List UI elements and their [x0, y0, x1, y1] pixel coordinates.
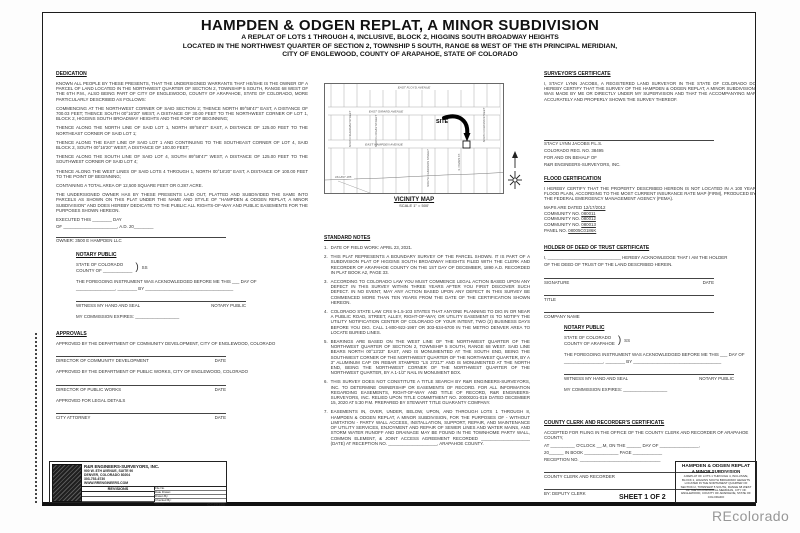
subtitle-line-3: CITY OF ENGLEWOOD, COUNTY OF ARAPAHOE, STATE OF COLORADO — [282, 51, 518, 59]
approvals-signature-row-3 — [56, 413, 226, 420]
clerk-blank-line-2: 20______ IN BOOK ______________ PAGE ____________ — [544, 449, 663, 455]
surveyor-behalf-line: FOR AND ON BEHALF OF — [544, 155, 597, 161]
notary-foregoing: THE FOREGOING INSTRUMENT WAS ACKNOWLEDGED BEFORE ME THIS ___ DAY OF — [564, 351, 745, 357]
commission-expires-line: MY COMMISSION EXPIRES: __________________ — [564, 387, 668, 393]
notary-block-left — [76, 252, 308, 320]
note-item — [324, 279, 530, 305]
firm-phone: 303-753-6730 — [84, 477, 106, 482]
sheet-number-label: SHEET 1 OF 2 — [619, 494, 666, 501]
rr-engineers-logo — [52, 464, 82, 502]
firm-city: DENVER, COLORADO 80204 — [84, 473, 131, 478]
surveyor-registration: COLORADO REG. NO. 38495 — [544, 148, 604, 154]
note-text: COLORADO STATE LAW CRS 9-1.5-103 STATES THAT ANYONE PLANNING TO DIG IN OR NEAR A PUBLIC ROAD, STREET, ALLEY, RIGHT-OF-WAY, OR UTILITY EASEMENT IS TO NOTIFY THE UTILITY NOTIFICATION CENTER OF COLORADO OF YOUR INTENT, TWO (2) BUSINESS DAYS BEFORE YOU DIG. CALL 1-800-922-1987 OR 303-534-6700 IN THE METRO DENVER AREA TO LOCATE BURIED LINES. — [330, 309, 530, 335]
witness-label: WITNESS MY HAND AND SEAL — [564, 376, 629, 382]
street-label-corona: SOUTH CORONA STREET — [482, 107, 486, 143]
community-value: 080012 — [581, 216, 596, 222]
notary-state: STATE OF COLORADO — [76, 261, 124, 267]
notary-ss: SS — [624, 338, 631, 344]
community-value: 080011 — [581, 210, 596, 216]
notary-block-right — [564, 325, 756, 393]
firm-website: WWW.RRENGINEERS.COM — [84, 481, 129, 486]
panel-label: PANEL NO. — [544, 227, 567, 233]
dedication-area-statement: CONTAINING A TOTAL AREA OF 12,500 SQUARE FEET OR 0.287 ACRE. — [56, 183, 203, 189]
dedication-paragraph: THE UNDERSIGNED OWNER HAS BY THESE PRESENTS LAID OUT, PLATTED AND SUBDIVIDED THE SAME INTO PARCELS AS SHOWN ON THIS PLAT UNDER THE NAME AND STYLE OF "HAMPDEN & ODGEN REPLAT, A MINOR SUBDIVISION" AND DOES HEREBY DEDICATE TO THE PUBLIC ALL RIGHTS-OF-WAY AND PUBLIC EASEMENTS FOR THE PURPOSES SHOWN HEREON. — [56, 192, 308, 213]
date-drawn-label: Date Drawn: — [155, 490, 172, 495]
flood-panel — [544, 228, 756, 234]
revisions-empty-row — [82, 497, 154, 502]
clerk-reception-line: RECEPTION NO. _________________________________ — [544, 457, 661, 463]
surveyor-firm-line: R&R ENGINEERS-SURVEYORS, INC. — [544, 162, 621, 168]
vicinity-map — [324, 83, 504, 194]
site-label: SITE — [436, 119, 449, 125]
approvals-signature-row-1 — [56, 356, 226, 363]
signature-label: SIGNATURE — [544, 279, 570, 285]
job-number-value: CC20186 — [207, 502, 225, 508]
standard-notes-heading: STANDARD NOTES — [324, 235, 371, 241]
notary-county: COUNTY OF ARAPAHOE — [564, 340, 615, 346]
executed-line-2: OF ______________________, A.D. 20________ — [56, 224, 154, 230]
subtitle-line-1: A REPLAT OF LOTS 1 THROUGH 4, INCLUSIVE, BLOCK 2, HIGGINS SOUTH BROADWAY HEIGHTS — [241, 34, 559, 41]
date-label: DATE — [214, 386, 226, 392]
note-text: EASEMENTS IN, OVER, UNDER, BELOW, UPON, AND THROUGH LOTS 1 THROUGH 8, HAMPDEN & ODGEN REPLAT, A MINOR SUBDIVISION, FOR THE PURPOSES OF - WITHOUT LIMITATION - PARTY WALL ACCESS, INSTALLATION, SUPPORT, REPAIR, AND MAINTENANCE OF UTILITY SERVICES, ENJOYMENT AND REPAIR OF SEWER LINES AND WATER MAINS, AND STORM WATER RUNOFF AND DRAINAGE MAY BE FOUND IN THE TOWNHOME PARTY WALL, COMMON ELEMENT, & JOINT ACCESS AGREEMENT RECORDED ____________________ (DATE) AT RECEPTION NO. ____________________, ARAPAHOE COUNTY. — [330, 409, 530, 446]
north-arrow-icon — [506, 151, 524, 193]
deed-holder-line-2: OF THE DEED OF TRUST OF THE LAND DESCRIBED HEREIN. — [544, 262, 673, 268]
note-item — [324, 245, 530, 250]
surveyors-certificate-heading: SURVEYOR'S CERTIFICATE — [544, 71, 611, 77]
firm-address: 900 W. 8TH AVENUE, SUITE 90 — [84, 469, 134, 473]
jurisdiction-brace: ) — [617, 335, 622, 347]
dedication-paragraph: THENCE ALONG THE EAST LINE OF SAID LOT 1 AND CONTINUING TO THE SOUTHEAST CORNER OF LOT 4, SAID BLOCK 2, SOUTH 00°16'20" WEST, A DISTANCE OF 100.00 FEET; — [56, 139, 308, 151]
notary-jurisdiction — [76, 262, 308, 274]
date-label: DATE — [702, 279, 714, 285]
checked-by-label: Checked By: — [155, 498, 172, 503]
street-label-girard: EAST GIRARD AVENUE — [368, 109, 404, 114]
clerk-accepted-line: ACCEPTED FOR FILING IN THE OFFICE OF THE COUNTY CLERK AND RECORDER OF ARAPAHOE COUNTY, — [544, 430, 749, 441]
info-row-job — [154, 503, 226, 506]
file-no-label: File No. — [155, 486, 165, 490]
notary-foregoing: THE FOREGOING INSTRUMENT WAS ACKNOWLEDGED BEFORE ME THIS ___ DAY OF — [76, 278, 257, 284]
corner-title-1: HAMPDEN & ODGEN REPLAT — [681, 464, 751, 469]
clerk-blank-line-1: AT __________ O'CLOCK __.M, ON THE ______ DAY OF ________________, — [544, 442, 700, 448]
company-name-label: COMPANY NAME — [544, 313, 580, 319]
flood-certification-heading: FLOOD CERTIFICATION — [544, 175, 602, 182]
title-label: TITLE — [544, 296, 556, 302]
director-community-development-label: DIRECTOR OF COMMUNITY DEVELOPMENT — [56, 358, 149, 364]
flood-certification-text: I HEREBY CERTIFY THAT THE PROPERTY DESCRIBED HEREON IS NOT LOCATED IN A 100 YEAR FLOOD PLAIN, ACCORDING TO THE MOST CURRENT INSURANCE RATE MAP (FIRM), PRODUCED BY THE FEDERAL EMERGENCY MANAGEMENT AGENCY (FEMA). — [544, 185, 756, 202]
notary-state: STATE OF COLORADO — [564, 334, 612, 340]
firm-contact-block — [84, 464, 224, 485]
dedication-paragraph: THENCE ALONG THE NORTH LINE OF SAID LOT 1, NORTH 89°58'47" EAST, A DISTANCE OF 125.00 FEET TO THE NORTHEAST CORNER OF SAID LOT 1; — [56, 125, 308, 136]
note-item — [324, 379, 530, 405]
deed-signature-row — [544, 278, 714, 285]
page-title: HAMPDEN & ODGEN REPLAT, A MINOR SUBDIVISION — [200, 17, 600, 34]
surveyor-name: STACY LYNN JACOBS P.L.S. — [544, 140, 603, 146]
flood-maps-value: 12/17/2012 — [583, 205, 606, 211]
corner-subtitle: A REPLAT OF LOTS 1 THROUGH 4, INCLUSIVE, BLOCK 2, HIGGINS SOUTH BROADWAY HEIGHTS LOCATED IN THE NORTHWEST QUARTER OF SECTION 2, TOWNSHIP 5 SOUTH, RANGE 68 WEST OF THE 6TH PRINCIPAL MERIDIAN, CITY OF ENGLEWOOD, COUNTY OF ARAPAHOE, STATE OF COLORADO — [680, 474, 752, 499]
vicinity-map-caption — [324, 197, 504, 208]
executed-line-1: EXECUTED THIS ________ DAY — [56, 217, 122, 223]
margin-stamp-marks — [35, 333, 37, 505]
date-label: DATE — [214, 358, 226, 364]
drawn-by-label: Drawn By: — [155, 494, 169, 499]
city-attorney-label: CITY ATTORNEY — [56, 414, 91, 420]
street-label-sherman: SOUTH SHERMAN STREET — [348, 110, 352, 148]
deputy-clerk-label: BY: DEPUTY CLERK — [544, 491, 586, 497]
street-label-floyd: EAST FLOYD AVENUE — [397, 85, 431, 90]
note-text: THIS SURVEY DOES NOT CONSTITUTE A TITLE SEARCH BY R&R ENGINEERS-SURVEYORS, INC. TO DETERMINE OWNERSHIP OR EASEMENTS OF RECORD. FOR ALL INFORMATION REGARDING EASEMENTS, RIGHT-OF-WAY AND TITLE OF RECORD, R&R ENGINEERS-SURVEYORS, INC. RELIED UPON TITLE COMMITMENT NO. 20000201-019 DATED DECEMBER 15, 2020 AT 5:30 P.M. PREPARED BY STEWART TITLE GUARANTY COMPANY. — [330, 379, 530, 406]
approvals-paragraph-1: APPROVED BY THE DEPARTMENT OF COMMUNITY DEVELOPMENT, CITY OF ENGLEWOOD, COLORADO — [56, 341, 276, 347]
community-value: 080013 — [581, 222, 596, 228]
clerk-certificate-heading: COUNTY CLERK AND RECORDER'S CERTIFICATE — [544, 420, 665, 427]
recolorado-watermark: REcolorado — [712, 508, 790, 524]
notary-signature-row — [76, 301, 246, 308]
site-square — [463, 141, 470, 148]
community-label: COMMUNITY NO. — [544, 222, 581, 228]
dedication-paragraph: KNOWN ALL PEOPLE BY THESE PRESENTS, THAT THE UNDERSIGNED WARRANTS THAT HE/SHE IS THE OWNER OF A PARCEL OF LAND LOCATED IN THE NORTHWEST QUARTER OF SECTION 2, TOWNSHIP 5 SOUTH, RANGE 68 WEST OF THE 6TH P.M., ALSO BEING PART OF CITY OF ENGLEWOOD, COUNTY OF ARAPAHOE, STATE OF COLORADO, MORE PARTICULARLY DESCRIBED AS FOLLOWS: — [56, 81, 308, 102]
flood-maps-label: MAPS ARE DATED — [544, 205, 583, 211]
panel-value: 08005C0186K — [568, 227, 597, 233]
community-label: COMMUNITY NO. — [544, 216, 581, 222]
street-label-ogden: S. OGDEN ST. — [458, 153, 461, 171]
note-text: DATE OF FIELD WORK: APRIL 23, 2021. — [330, 245, 413, 250]
note-number: 1. — [324, 245, 328, 250]
deed-company-row — [544, 312, 714, 319]
dedication-paragraph: COMMENCING AT THE NORTHWEST CORNER OF SAID SECTION 2; THENCE NORTH 89°58'47" EAST, A DISTANCE OF 700.03 FEET; THENCE SOUTH 00°16'20" WEST, A DISTANCE OF 30.00 FEET TO THE NORTHWEST CORNER OF LOT 1, BLOCK 2, HIGGINS SOUTH BROADWAY HEIGHTS AND THE POINT OF BEGINNING; — [56, 105, 308, 122]
approvals-paragraph-2: APPROVED BY THE DEPARTMENT OF PUBLIC WORKS, CITY OF ENGLEWOOD, COLORADO — [56, 369, 249, 375]
notary-public-label: NOTARY PUBLIC — [699, 376, 734, 382]
note-item — [324, 339, 530, 375]
deed-title-row — [544, 295, 714, 302]
clerk-recorder-label: COUNTY CLERK AND RECORDER — [544, 474, 615, 480]
note-number: 4. — [324, 309, 328, 315]
street-label-logan: SOUTH LOGAN STREET — [374, 114, 378, 148]
commission-expires-line: MY COMMISSION EXPIRES: __________________ — [76, 314, 180, 320]
job-no-label: Job No. — [155, 502, 165, 507]
drawing-info-table — [154, 486, 226, 508]
deed-holder-heading: HOLDER OF DEED OF TRUST CERTIFICATE — [544, 245, 650, 252]
director-public-works-label: DIRECTOR OF PUBLIC WORKS — [56, 386, 122, 392]
notary-by-line: ________________, ________ BY ____________________________________ — [76, 285, 234, 291]
dedication-paragraph: THENCE ALONG THE WEST LINES OF SAID LOTS 4 THROUGH 1, NORTH 00°16'20" EAST, A DISTANCE OF 100.00 FEET TO THE POINT OF BEGINNING; — [56, 168, 308, 179]
vicinity-map-scale: SCALE 1" = 500' — [399, 203, 429, 208]
notary-heading: NOTARY PUBLIC — [564, 324, 605, 331]
vicinity-map-title: VICINITY MAP — [393, 197, 435, 203]
corner-title-box — [675, 461, 757, 503]
revisions-table — [82, 486, 155, 503]
note-text: BEARINGS ARE BASED ON THE WEST LINE OF THE NORTHWEST QUARTER OF THE NORTHWEST QUARTER OF SECTION 2, TOWNSHIP 5 SOUTH, RANGE 68 WEST. SAID LINE BEARS NORTH 00°13'23" EAST, AND IS MONUMENTED AT THE SOUTH END, BEING THE SOUTHWEST CORNER OF THE NORTHWEST QUARTER OF THE NORTHWEST QUARTER, BY A 3" ALUMINUM CAP ON REBAR STAMPED "LS 27217" AND IS MONUMENTED AT THE NORTH END, BEING THE NORTHWEST CORNER OF THE NORTHWEST QUARTER OF THE NORTHWEST QUARTER, BY A 1-1/2" NAIL IN MONUMENT BOX. — [330, 339, 530, 376]
note-text: ACCORDING TO COLORADO LAW YOU MUST COMMENCE LEGAL ACTION BASED UPON ANY DEFECT IN THIS SURVEY WITHIN THREE YEARS AFTER YOU FIRST DISCOVER SUCH DEFECT. IN NO EVENT, MAY ANY ACTION BASED UPON ANY DEFECT IN THIS SURVEY BE COMMENCED MORE THAN TEN YEARS FROM THE DATE OF THE CERTIFICATION SHOWN HEREON. — [330, 279, 530, 305]
date-label: DATE — [214, 414, 226, 420]
firm-name: R&R ENGINEERS-SURVEYORS, INC. — [84, 464, 160, 469]
note-number: 6. — [324, 379, 328, 385]
street-label-hwy285: US HWY 285 — [334, 175, 352, 180]
surveyors-certificate-text: I, STACY LYNN JACOBS, A REGISTERED LAND SURVEYOR IN THE STATE OF COLORADO DO HEREBY CERTIFY THAT THE SURVEY OF THE HAMPDEN & ODGEN REPLAT, A MINOR SUBDIVISION, WAS MADE BY ME OR DIRECTLY UNDER MY SUPERVISION AND THAT THE ACCOMPANYING MAP ACCURATELY AND PROPERLY SHOWS THE SURVEY THEREOF. — [544, 81, 756, 102]
witness-label: WITNESS MY HAND AND SEAL — [76, 303, 141, 309]
sheet-frame — [42, 12, 756, 506]
notary-by-line: ________________, ________ BY ____________________________________ — [564, 358, 722, 364]
deed-holder-line-1: I, ______________________________ HEREBY ACKNOWLEDGE THAT I AM THE HOLDER — [544, 255, 728, 261]
firm-title-block — [49, 461, 227, 508]
approvals-paragraph-3: APPROVED FOR LEGAL DETAILS — [56, 397, 126, 403]
notary-signature-row — [564, 374, 734, 381]
street-label-clarkson: SOUTH CLARKSON STREET — [426, 149, 430, 187]
street-label-hampden: EAST HAMPDEN AVENUE — [365, 142, 403, 147]
note-item — [324, 309, 530, 335]
note-item — [324, 409, 530, 445]
revisions-header: REVISIONS — [82, 487, 154, 492]
dedication-paragraph: THENCE ALONG THE SOUTH LINE OF SAID LOT 4, SOUTH 89°58'47" WEST, A DISTANCE OF 125.00 FEET TO THE SOUTHWEST CORNER OF SAID LOT 4; — [56, 154, 308, 165]
dedication-heading: DEDICATION — [56, 71, 87, 77]
standard-notes — [324, 235, 530, 459]
subtitle-line-2: LOCATED IN THE NORTHWEST QUARTER OF SECTION 2, TOWNSHIP 5 SOUTH, RANGE 68 WEST OF THE 6TH PRINCIPAL MERIDIAN, — [182, 42, 618, 50]
notary-ss: SS — [141, 265, 148, 271]
notary-heading: NOTARY PUBLIC — [76, 251, 117, 258]
note-number: 3. — [324, 279, 328, 285]
note-text: THIS PLAT REPRESENTS A BOUNDARY SURVEY OF THE PARCEL SHOWN. IT IS PART OF A SUBDIVISION PLAT OF HIGGINS SOUTH BROADWAY HEIGHTS FILED WITH THE CLERK AND RECORDER OF ARAPAHOE COUNTY ON THE 1ST DAY OF DECEMBER, 1890 A.D. RECORDED IN PLAT BOOK A2, PAGE 33. — [330, 254, 530, 275]
note-item — [324, 254, 530, 275]
approvals-heading: APPROVALS — [56, 331, 87, 338]
corner-title-2: A MINOR SUBDIVISION — [691, 469, 741, 475]
notary-jurisdiction — [564, 335, 756, 347]
note-number: 2. — [324, 254, 328, 260]
note-number: 7. — [324, 409, 328, 415]
community-label: COMMUNITY NO. — [544, 210, 581, 216]
left-column — [56, 71, 308, 459]
owner-name-line: OWNER: 3500 E HAMPDEN LLC — [56, 238, 122, 244]
approvals-signature-row-2 — [56, 385, 226, 392]
jurisdiction-brace: ) — [135, 262, 139, 274]
notary-public-label: NOTARY PUBLIC — [211, 303, 246, 309]
title-block-header — [43, 17, 757, 60]
notary-county: COUNTY OF ____________ — [76, 267, 133, 273]
note-number: 5. — [324, 339, 328, 345]
